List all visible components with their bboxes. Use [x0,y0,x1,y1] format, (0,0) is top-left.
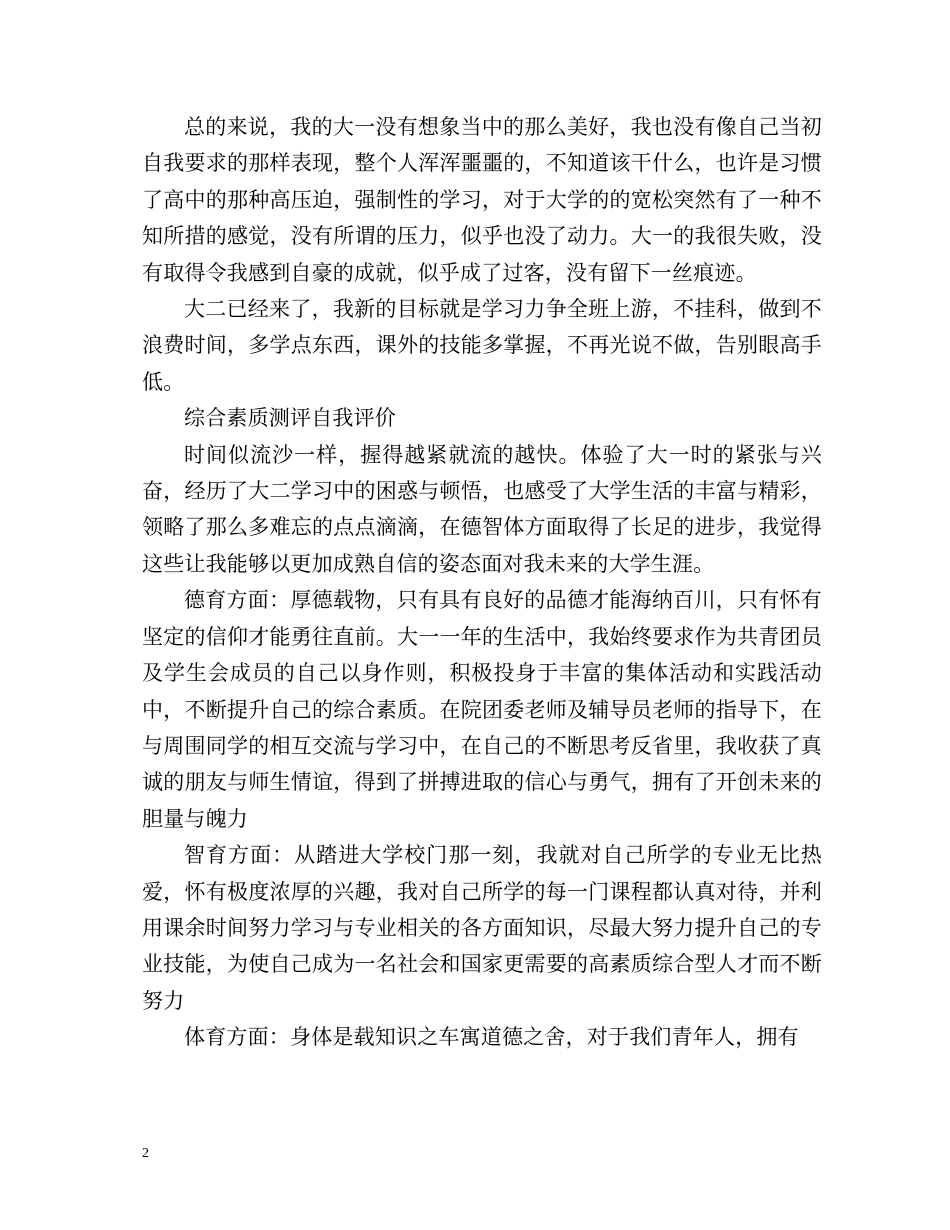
page-number: 2 [142,1146,149,1161]
paragraph-sophomore-goals: 大二已经来了，我新的目标就是学习力争全班上游，不挂科，做到不浪费时间，多学点东西，课外的技能多掌握，不再光说不做，告别眼高手低。 [142,297,822,394]
document-body [142,109,822,1056]
paragraph-intro: 时间似流沙一样，握得越紧就流的越快。体验了大一时的紧张与兴奋，经历了大二学习中的困惑与顿悟，也感受了大学生活的丰富与精彩，领略了那么多难忘的点点滴滴，在德智体方面取得了长足的进步，我觉得这些让我能够以更加成熟自信的姿态面对我未来的大学生涯。 [142,442,822,576]
section-heading: 综合素质测评自我评价 [184,406,396,431]
paragraph-moral-education: 德育方面：厚德载物，只有具有良好的品德才能海纳百川，只有怀有坚定的信仰才能勇往直前。大一一年的生活中，我始终要求作为共青团员及学生会成员的自己以身作则，积极投身于丰富的集体活动和实践活动中，不断提升自己的综合素质。在院团委老师及辅导员老师的指导下，在与周围同学的相互交流与学习中，在自己的不断思考反省里，我收获了真诚的朋友与师生情谊，得到了拼搏进取的信心与勇气，拥有了开创未来的胆量与魄力 [142,588,822,831]
paragraph-freshman-summary: 总的来说，我的大一没有想象当中的那么美好，我也没有像自己当初自我要求的那样表现，整个人浑浑噩噩的，不知道该干什么，也许是习惯了高中的那种高压迫，强制性的学习，对于大学的的宽松突然有了一种不知所措的感觉，没有所谓的压力，似乎也没了动力。大一的我很失败，没有取得令我感到自豪的成就，似乎成了过客，没有留下一丝痕迹。 [142,115,822,285]
paragraph-intellectual-education: 智育方面：从踏进大学校门那一刻，我就对自己所学的专业无比热爱，怀有极度浓厚的兴趣，我对自己所学的每一门课程都认真对待，并利用课余时间努力学习与专业相关的各方面知识，尽最大努力提升自己的专业技能，为使自己成为一名社会和国家更需要的高素质综合型人才而不断努力 [142,843,822,1013]
paragraph-physical-education: 体育方面：身体是载知识之车寓道德之舍，对于我们青年人，拥有 [184,1025,799,1050]
